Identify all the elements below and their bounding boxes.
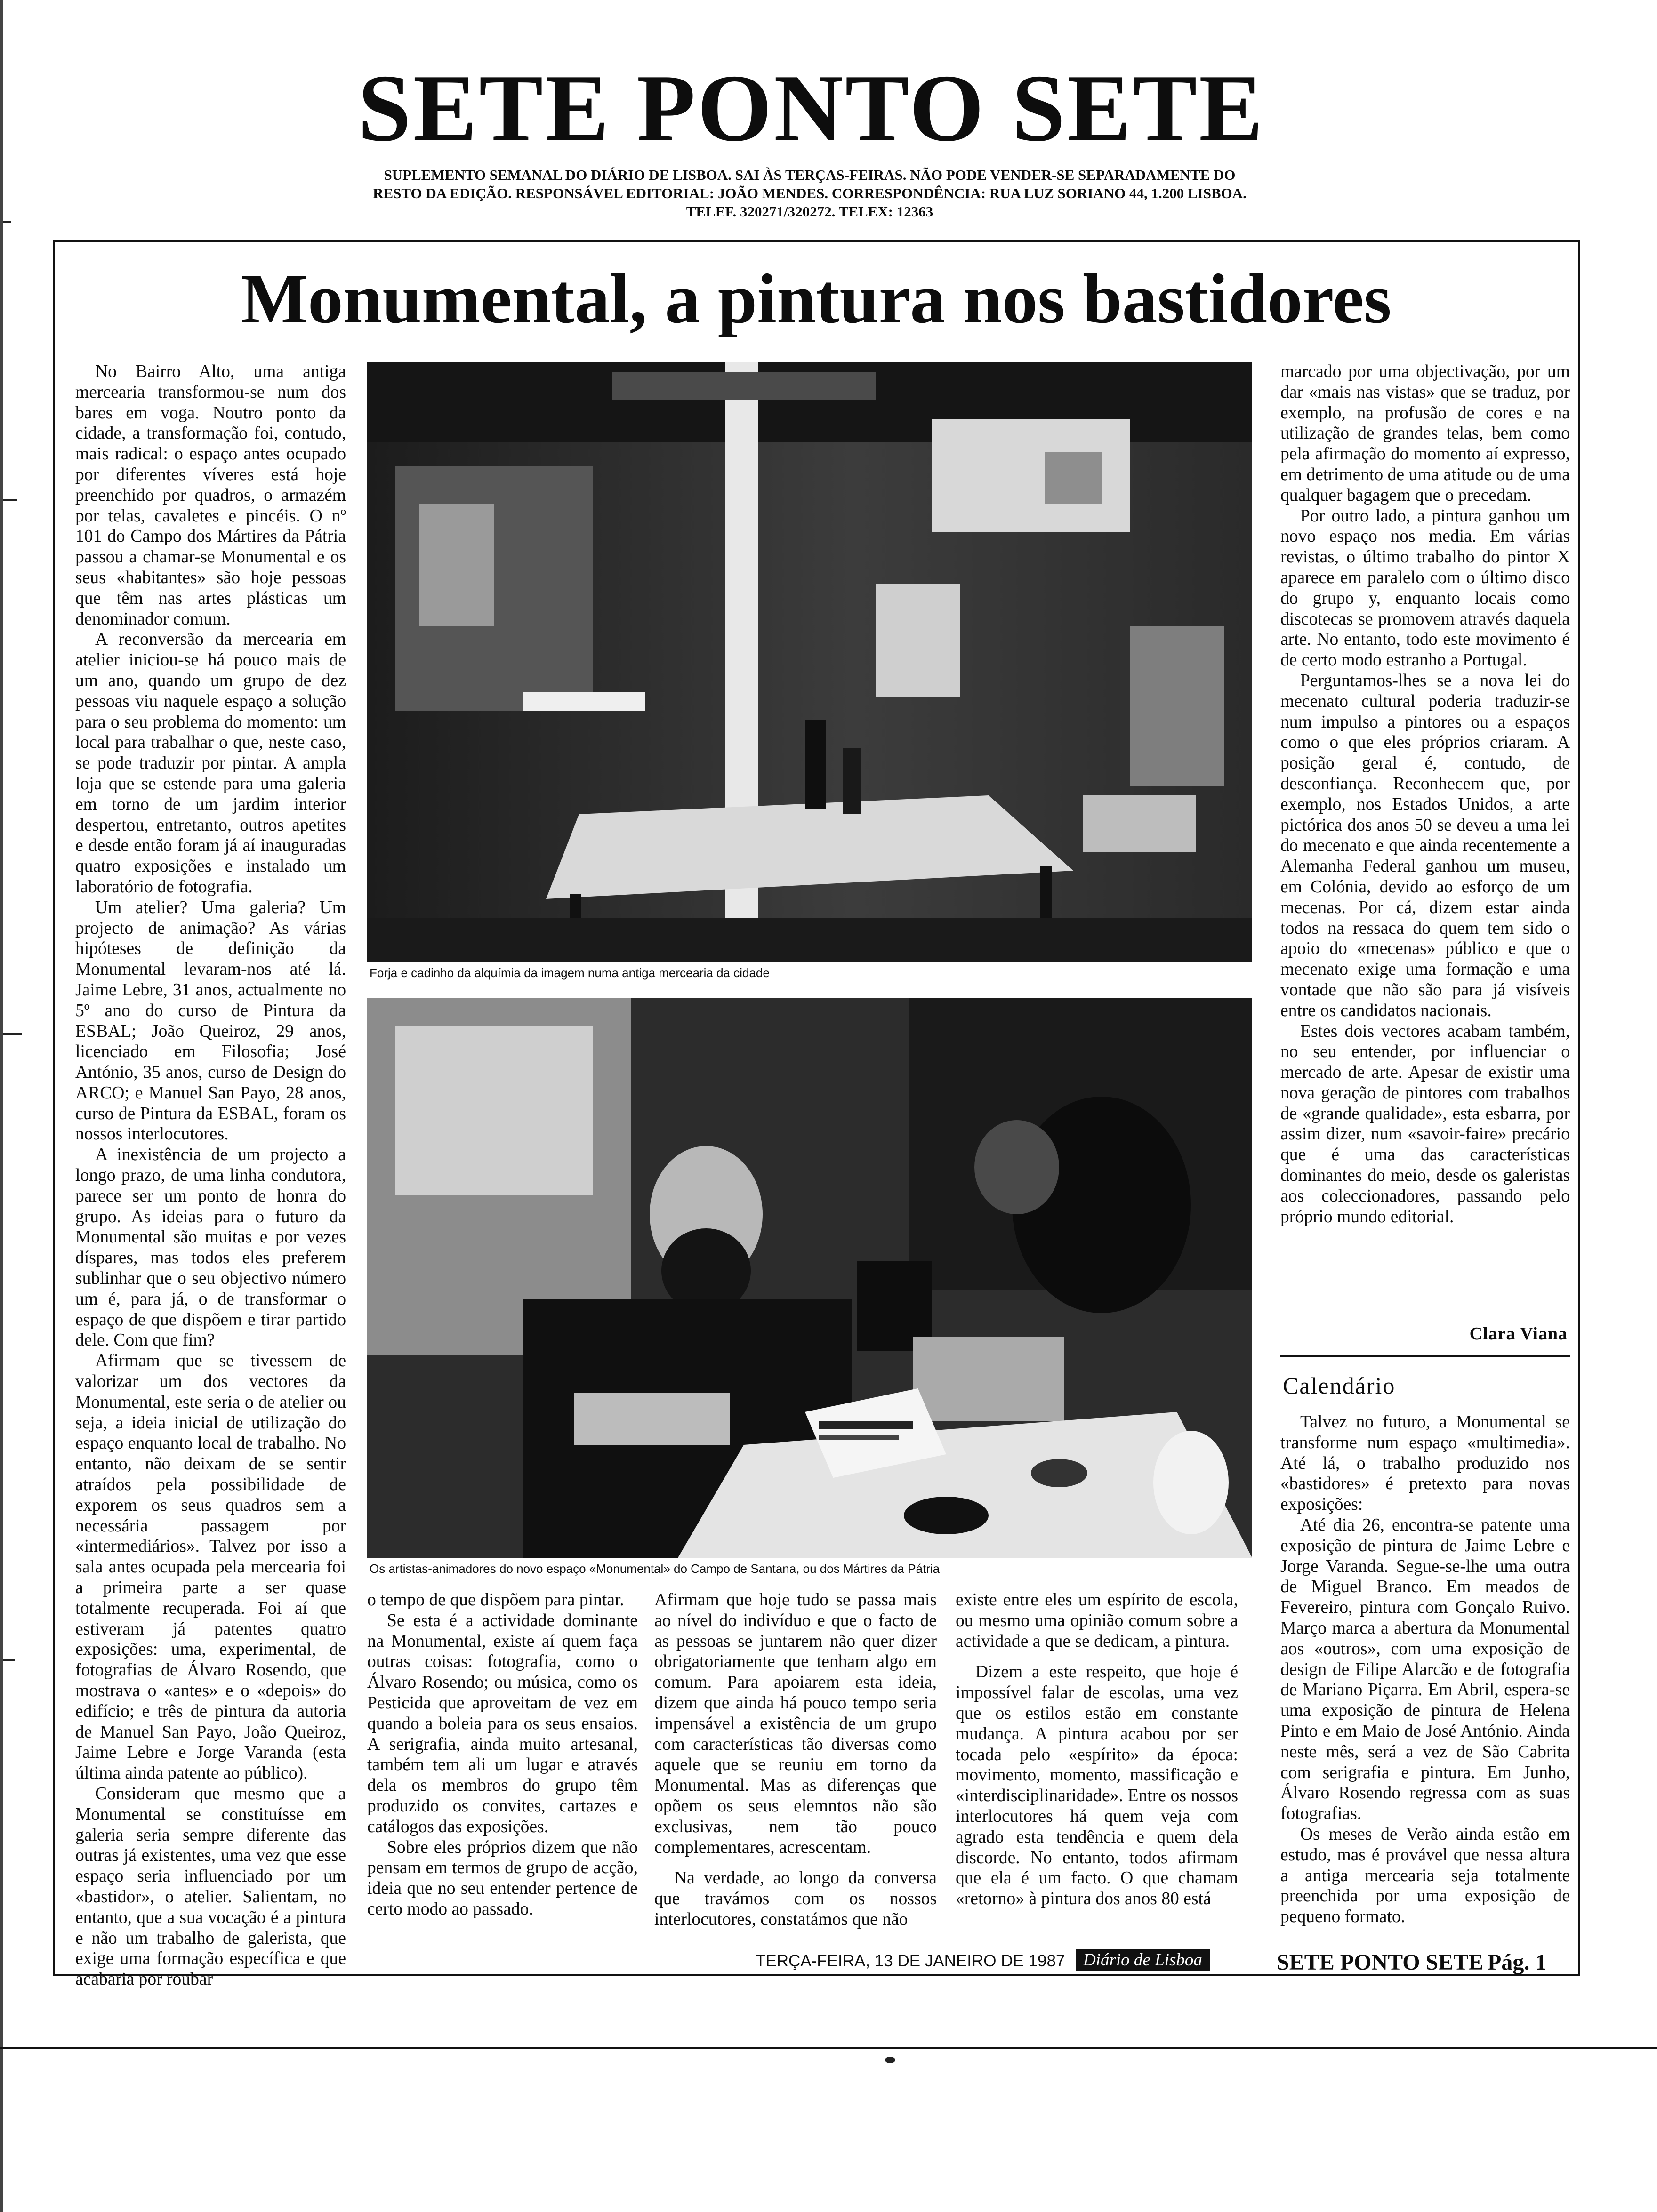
- footer-date: TERÇA-FEIRA, 13 DE JANEIRO DE 1987: [756, 1952, 1065, 1970]
- diario-de-lisboa-logo: Diário de Lisboa: [1076, 1949, 1210, 1971]
- paragraph: Estes dois vectores acabam também, no seu entender, por influenciar o mercado de arte. Apesar de existir uma nova geração de pintores com trabalhos de «grande qualidade», esta esbarra, por assim dizer, num «savoir-faire» precário que é uma das características dominantes do meio, desde os galeristas aos coleccionadores, passando pelo próprio mundo editorial.: [1280, 1021, 1570, 1226]
- paragraph: o tempo de que dispõem para pintar.: [367, 1590, 624, 1610]
- paragraph: Talvez no futuro, a Monumental se transforme num espaço «multimedia». Até lá, o trabalho produzido nos «bastidores» é pretexto para novas exposições:: [1280, 1412, 1570, 1515]
- paragraph: Dizem a este respeito, que hoje é impossível falar de escolas, uma vez que os estilos estão em constante mudança. A pintura acabou por ser tocada pelo «espírito» da época: movimento, momento, massificação e «interdisciplinaridade». Entre os nossos interlocutores há quem veja com agrado esta tendência e quem dela discorde. No entanto, todos afirmam que ela é um facto. O que chamam «retorno» à pintura dos anos 80 está: [956, 1662, 1238, 1909]
- article-column-5: [1280, 361, 1570, 1307]
- scan-mark: [3, 1659, 15, 1661]
- article-column-3: [654, 1590, 937, 1948]
- masthead-subtitle: SUPLEMENTO SEMANAL DO DIÁRIO DE LISBOA. SAI ÀS TERÇAS-FEIRAS. NÃO PODE VENDER-SE SEPARADAMENTE DO RESTO DA EDIÇÃO. RESPONSÁVEL EDITORIAL: JOÃO MENDES. CORRESPONDÊNCIA: RUA LUZ SORIANO 44, 1.200 LISBOA. TELEF. 320271/320272. TELEX: 12363: [373, 167, 1247, 220]
- masthead-title: SETE PONTO SETE: [358, 55, 1265, 161]
- scan-mark: [3, 1033, 22, 1035]
- paragraph: Sobre eles próprios dizem que não pensam em termos de grupo de acção, ideia que no seu entender pertence de certo modo ao passado.: [367, 1837, 638, 1919]
- footer-page-number: Pág. 1: [1488, 1950, 1547, 1975]
- scan-mark: [3, 499, 17, 501]
- paragraph: Por outro lado, a pintura ganhou um novo espaço nos media. Em várias revistas, o último trabalho do pintor X aparece em paralelo com o último disco do grupo y, enquanto locais como discotecas se promovem através daquela arte. No entanto, todo este movimento é de certo modo estranho a Portugal.: [1280, 506, 1570, 670]
- paragraph: Se esta é a actividade dominante na Monumental, existe aí quem faça outras coisas: fotografia, como o Álvaro Rosendo; ou música, como os Pesticida que aproveitam de vez em quando a boleia para os seus ensaios. A serigrafia, ainda muito artesanal, também tem ali um lugar e através dela os membros do grupo têm produzido os convites, cartazes e catálogos das exposições.: [367, 1611, 638, 1836]
- masthead: [358, 55, 1265, 221]
- paragraph: Na verdade, ao longo da conversa que travámos com os nossos interlocutores, constatámos que não: [654, 1868, 937, 1929]
- footer-supplement-name: SETE PONTO SETE: [1277, 1950, 1484, 1975]
- paragraph: No Bairro Alto, uma antiga mercearia transformou-se num dos bares em voga. Noutro ponto da cidade, a transformação foi, contudo, mais radical: o espaço antes ocupado por diferentes víveres está hoje preenchido por quadros, o armazém por telas, cavaletes e pincéis. O nº 101 do Campo dos Mártires da Pátria passou a chamar-se Monumental e os seus «habitantes» são hoje pessoas que têm nas artes plásticas um denominador comum.: [75, 362, 346, 629]
- article-byline: Clara Viana: [1469, 1324, 1568, 1344]
- scan-mark: [3, 221, 11, 223]
- paragraph: Até dia 26, encontra-se patente uma exposição de pintura de Jaime Lebre e Jorge Varanda. Segue-se-lhe uma outra de Miguel Branco. Em meados de Fevereiro, pintura com Gonçalo Ruivo. Março marca a abertura da Monumental aos «outros», com uma exposição de design de Filipe Alarcão e de fotografia de Mariano Piçarra. Em Abril, espera-se uma exposição de pintura de Helena Pinto e em Maio de José António. Ainda neste mês, será a vez de São Cabrita com serigrafia e pintura. Em Junho, Álvaro Rosendo regressa com as suas fotografias.: [1280, 1515, 1570, 1824]
- photo-atelier-interior: [367, 362, 1252, 962]
- paragraph: Consideram que mesmo que a Monumental se constituísse em galeria seria sempre diferente das outras já existentes, uma vez que esse espaço seria influenciado por um «bastidor», o atelier. Salientam, no entanto, que a sua vocação é a pintura e não um trabalho de galerista, que exige uma formação específica e que acabaria por roubar: [75, 1784, 346, 1989]
- paragraph: A inexistência de um projecto a longo prazo, de uma linha condutora, parece ser um ponto de honra do grupo. As ideias para o futuro da Monumental são muitas e por vezes díspares, mas todos eles preferem sublinhar que o seu objectivo número um é, para já, o de transformar o espaço de que dispõem e tirar partido dele. Com que fim?: [75, 1145, 346, 1350]
- photo-caption-top: Forja e cadinho da alquímia da imagem numa antiga mercearia da cidade: [370, 966, 770, 980]
- paragraph: Afirmam que se tivessem de valorizar um dos vectores da Monumental, este seria o de atelier ou seja, a ideia inicial de utilização do espaço enquanto local de trabalho. No entanto, não deixam de se sentir atraídos pela possibilidade de exporem os seus quadros sem a necessária passagem por «intermediários». Talvez por isso a sala antes ocupada pela mercearia foi a primeira parte a ser quase totalmente recuperada. Foi aí que estiveram já patentes quatro exposições: uma, experimental, de fotografias de Álvaro Rosendo, que mostrava o «antes» e o «depois» do edifício; e três de pintura da autoria de Manuel San Payo, João Queiroz, Jaime Lebre e Jorge Varanda (esta última ainda patente ao público).: [75, 1351, 346, 1783]
- scan-edge-line: [0, 0, 3, 2212]
- calendario-body: [1280, 1412, 1570, 1948]
- page-footer: [0, 1949, 1657, 1973]
- paragraph: Os meses de Verão ainda estão em estudo, mas é provável que nessa altura a antiga mercearia seja totalmente preenchida por uma exposição de pequeno formato.: [1280, 1824, 1570, 1927]
- footer-rule: [0, 2047, 1657, 2049]
- photo-artists-table: [367, 998, 1252, 1558]
- paragraph: marcado por uma objectivação, por um dar «mais nas vistas» que se traduz, por exemplo, na profusão de cores e na utilização de grandes telas, bem como pela afirmação do momento aí expresso, em detrimento de uma atitude ou de uma qualquer bagagem que o precedam.: [1280, 362, 1570, 505]
- calendario-title: Calendário: [1283, 1372, 1396, 1399]
- paragraph: existe entre eles um espírito de escola, ou mesmo uma opinião comum sobre a actividade a que se dedicam, a pintura.: [956, 1590, 1238, 1651]
- article-headline: Monumental, a pintura nos bastidores: [241, 260, 1392, 338]
- scan-dot: [885, 2057, 895, 2063]
- paragraph: Afirmam que hoje tudo se passa mais ao nível do indivíduo e que o facto de as pessoas se juntarem não quer dizer obrigatoriamente que tenham algo em comum. Para apoiarem esta ideia, dizem que ainda há pouco tempo seria impensável a existência de um grupo com características tão diversas como aquele que se reuniu em torno da Monumental. Mas as diferenças que opõem os seus elemntos não são exclusivas, nem tão pouco complementares, acrescentam.: [654, 1590, 937, 1857]
- article-column-2: [367, 1590, 638, 1948]
- photo-artists-image: [367, 998, 1252, 1558]
- paragraph: Um atelier? Uma galeria? Um projecto de animação? As várias hipóteses de definição da Monumental levaram-nos até lá. Jaime Lebre, 31 anos, actualmente no 5º ano do curso de Pintura da ESBAL; João Queiroz, 29 anos, licenciado em Filosofia; José António, 35 anos, curso de Design do ARCO; e Manuel San Payo, 28 anos, curso de Pintura da ESBAL, foram os nossos interlocutores.: [75, 898, 346, 1144]
- paragraph: Perguntamos-lhes se a nova lei do mecenato cultural poderia traduzir-se num impulso a pintores ou a espaços como o que eles próprios criaram. A posição geral é, contudo, de desconfiança. Reconhecem que, por exemplo, nos Estados Unidos, a arte pictórica dos anos 50 se deveu a uma lei do mecenato e que ainda recentemente a Alemanha Federal ganhou um museu, em Colónia, devido ao esforço de um mecenas. Por cá, dizem estar ainda todos na ressaca do quem tem sido o apoio do «mecenas» público e que o mecenato exige uma formação e uma vontade que não são para já visíveis entre os candidatos nacionais.: [1280, 671, 1570, 1020]
- article-column-4: [956, 1590, 1238, 1948]
- article-column-1: [75, 361, 346, 1989]
- photo-caption-bottom: Os artistas-animadores do novo espaço «Monumental» do Campo de Santana, ou dos Mártires da Pátria: [370, 1562, 940, 1576]
- paragraph: A reconversão da mercearia em atelier iniciou-se há pouco mais de um ano, quando um grupo de dez pessoas viu naquele espaço a solução para o seu problema do momento: um local para trabalhar o que, neste caso, se pode traduzir por pintar. A ampla loja que se estende para uma galeria em torno de um jardim interior despertou, entretanto, outros apetites e desde então foram já aí inauguradas quatro exposições e instalado um laboratório de fotografia.: [75, 630, 346, 897]
- calendario-divider: [1280, 1355, 1570, 1357]
- photo-atelier-image: [367, 362, 1252, 962]
